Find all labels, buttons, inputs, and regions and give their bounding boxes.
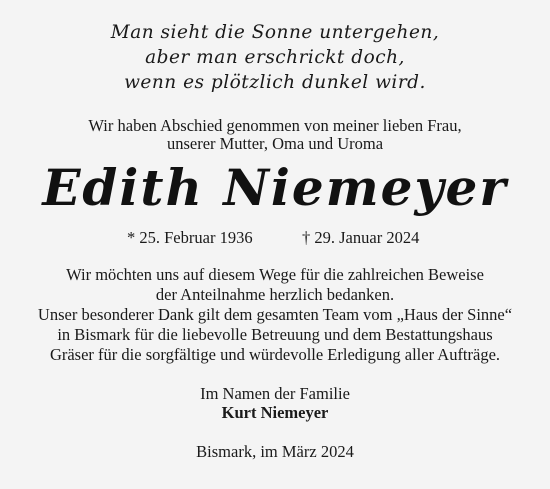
thanks-line-1: Wir möchten uns auf diesem Wege für die zahlreichen Beweise xyxy=(66,265,484,284)
intro-line-2: unserer Mutter, Oma und Uroma xyxy=(166,134,384,153)
death-date: † 29. Januar 2024 xyxy=(302,228,420,247)
thanks-line-4: in Bismark für die liebevolle Betreuung und dem Bestattungshaus xyxy=(57,325,493,344)
signature-name: Kurt Niemeyer xyxy=(221,403,329,422)
thanks-line-5: Gräser für die sorgfältige und würdevolle Erledigung aller Aufträge. xyxy=(49,345,501,364)
poem-line-2: aber man erschrickt doch, xyxy=(145,47,405,68)
place-date: Bismark, im März 2024 xyxy=(196,442,354,461)
birth-date: * 25. Februar 1936 xyxy=(127,228,253,247)
signature-on-behalf: Im Namen der Familie xyxy=(200,384,350,403)
poem-line-1: Man sieht die Sonne untergehen, xyxy=(110,22,440,43)
deceased-name: Edith Niemeyer xyxy=(42,158,508,217)
thanks-line-2: der Anteilnahme herzlich bedanken. xyxy=(155,285,395,304)
poem-line-3: wenn es plötzlich dunkel wird. xyxy=(124,72,426,93)
intro-line-1: Wir haben Abschied genommen von meiner lieben Frau, xyxy=(88,116,462,135)
thanks-line-3: Unser besonderer Dank gilt dem gesamten Team vom „Haus der Sinne“ xyxy=(37,305,513,324)
